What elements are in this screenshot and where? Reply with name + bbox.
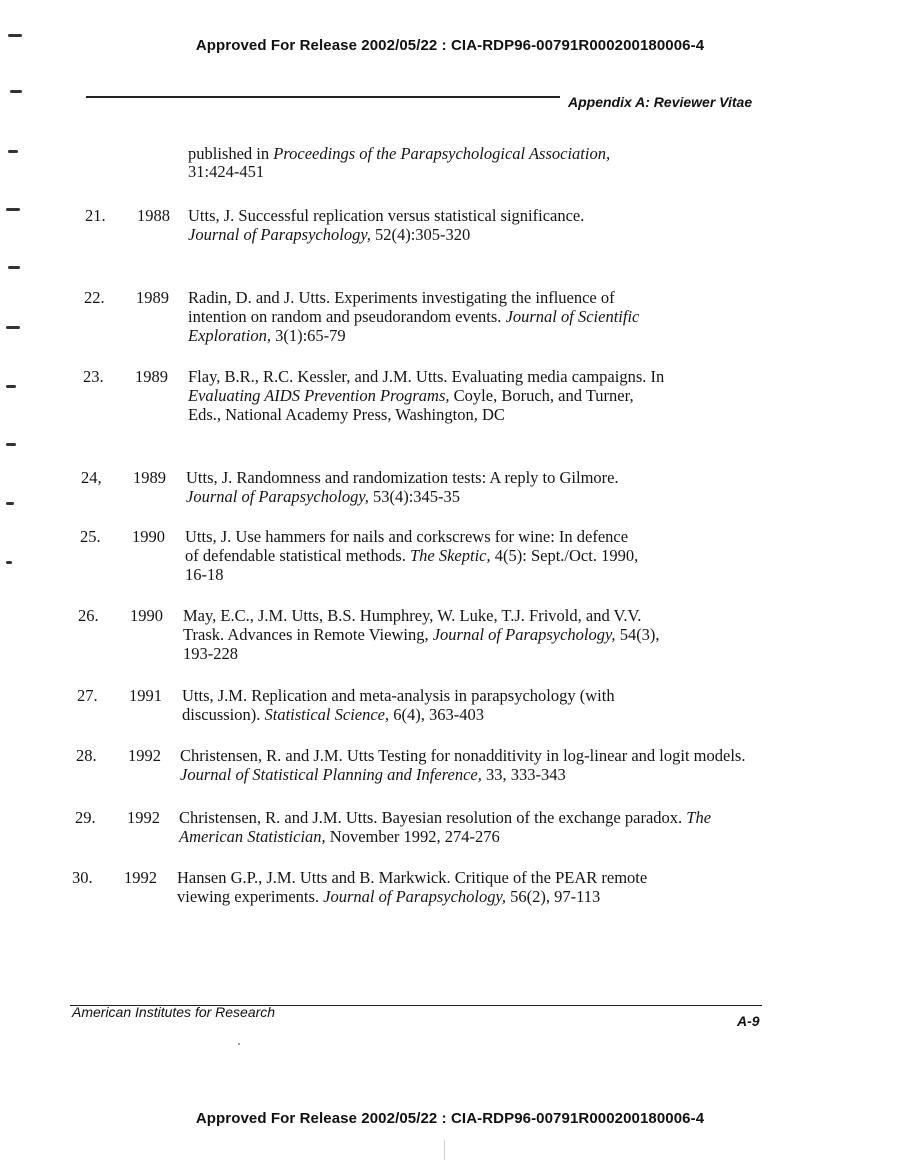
entry-year: 1989 — [135, 367, 168, 386]
margin-mark — [6, 561, 12, 564]
entry-number: 28. — [76, 746, 97, 765]
margin-mark — [10, 90, 22, 93]
entry-year: 1990 — [132, 527, 165, 546]
header-rule — [86, 96, 560, 98]
entry-citation: Hansen G.P., J.M. Utts and B. Markwick. Critique of the PEAR remote viewing experiments. Journal of Parapsychology, 56(2), 97-113 — [177, 868, 648, 906]
entry-citation: Flay, B.R., R.C. Kessler, and J.M. Utts. Evaluating media campaigns. In Evaluating AIDS Prevention Programs, Coyle, Boruch, and Turner, Eds., National Academy Press, Washington, DC — [188, 367, 665, 424]
entry-year: 1988 — [137, 206, 170, 225]
entry-year: 1992 — [124, 868, 157, 887]
continuation-text: published in Proceedings of the Parapsychological Association, 31:424-451 — [188, 144, 611, 181]
entry-number: 27. — [77, 686, 98, 705]
entry-year: 1992 — [127, 808, 160, 827]
entry-year: 1990 — [130, 606, 163, 625]
entry-citation: Christensen, R. and J.M. Utts. Bayesian resolution of the exchange paradox. The American Statistician, November 1992, 274-276 — [179, 808, 712, 846]
entry-year: 1989 — [133, 468, 166, 487]
margin-mark — [8, 266, 20, 269]
margin-mark — [6, 502, 14, 505]
entry-citation: Utts, J. Use hammers for nails and corkscrews for wine: In defence of defendable statistical methods. The Skeptic, 4(5): Sept./Oct. 1990, 16-18 — [185, 527, 639, 584]
entry-number: 24, — [81, 468, 102, 487]
entry-number: 22. — [84, 288, 105, 307]
entry-year: 1992 — [128, 746, 161, 765]
margin-mark — [6, 385, 16, 388]
entry-number: 21. — [85, 206, 106, 225]
entry-number: 25. — [80, 527, 101, 546]
margin-mark — [6, 443, 16, 446]
entry-citation: Utts, J.M. Replication and meta-analysis in parapsychology (with discussion). Statistical Science, 6(4), 363-403 — [182, 686, 615, 724]
entry-citation: Radin, D. and J. Utts. Experiments investigating the influence of intention on random and pseudorandom events. Journal of Scientific Exploration, 3(1):65-79 — [188, 288, 640, 345]
entry-citation: Utts, J. Successful replication versus statistical significance. Journal of Parapsychology, 52(4):305-320 — [188, 206, 585, 244]
footer-organization: American Institutes for Research — [72, 1004, 276, 1020]
entry-number: 29. — [75, 808, 96, 827]
entry-number: 23. — [83, 367, 104, 386]
entry-number: 30. — [72, 868, 93, 887]
scan-speck — [238, 1043, 240, 1045]
entry-year: 1989 — [136, 288, 169, 307]
margin-mark — [8, 34, 22, 37]
release-stamp-bottom: Approved For Release 2002/05/22 : CIA-RDP96-00791R000200180006-4 — [195, 1110, 705, 1127]
appendix-title: Appendix A: Reviewer Vitae — [568, 94, 753, 110]
entry-citation: Christensen, R. and J.M. Utts Testing for nonadditivity in log-linear and logit models. Journal of Statistical Planning and Inference, 33, 333-343 — [180, 746, 746, 784]
margin-mark — [6, 326, 20, 329]
release-stamp-top: Approved For Release 2002/05/22 : CIA-RDP96-00791R000200180006-4 — [195, 37, 705, 54]
page-number: A-9 — [737, 1013, 760, 1029]
entry-number: 26. — [78, 606, 99, 625]
scan-line — [444, 1140, 445, 1160]
margin-mark — [8, 150, 18, 153]
margin-mark — [6, 208, 20, 211]
entry-citation: May, E.C., J.M. Utts, B.S. Humphrey, W. Luke, T.J. Frivold, and V.V. Trask. Advances in Remote Viewing, Journal of Parapsychology, 54(3), 193-228 — [183, 606, 660, 663]
entry-citation: Utts, J. Randomness and randomization tests: A reply to Gilmore. Journal of Parapsychology, 53(4):345-35 — [186, 468, 619, 506]
entry-year: 1991 — [129, 686, 162, 705]
